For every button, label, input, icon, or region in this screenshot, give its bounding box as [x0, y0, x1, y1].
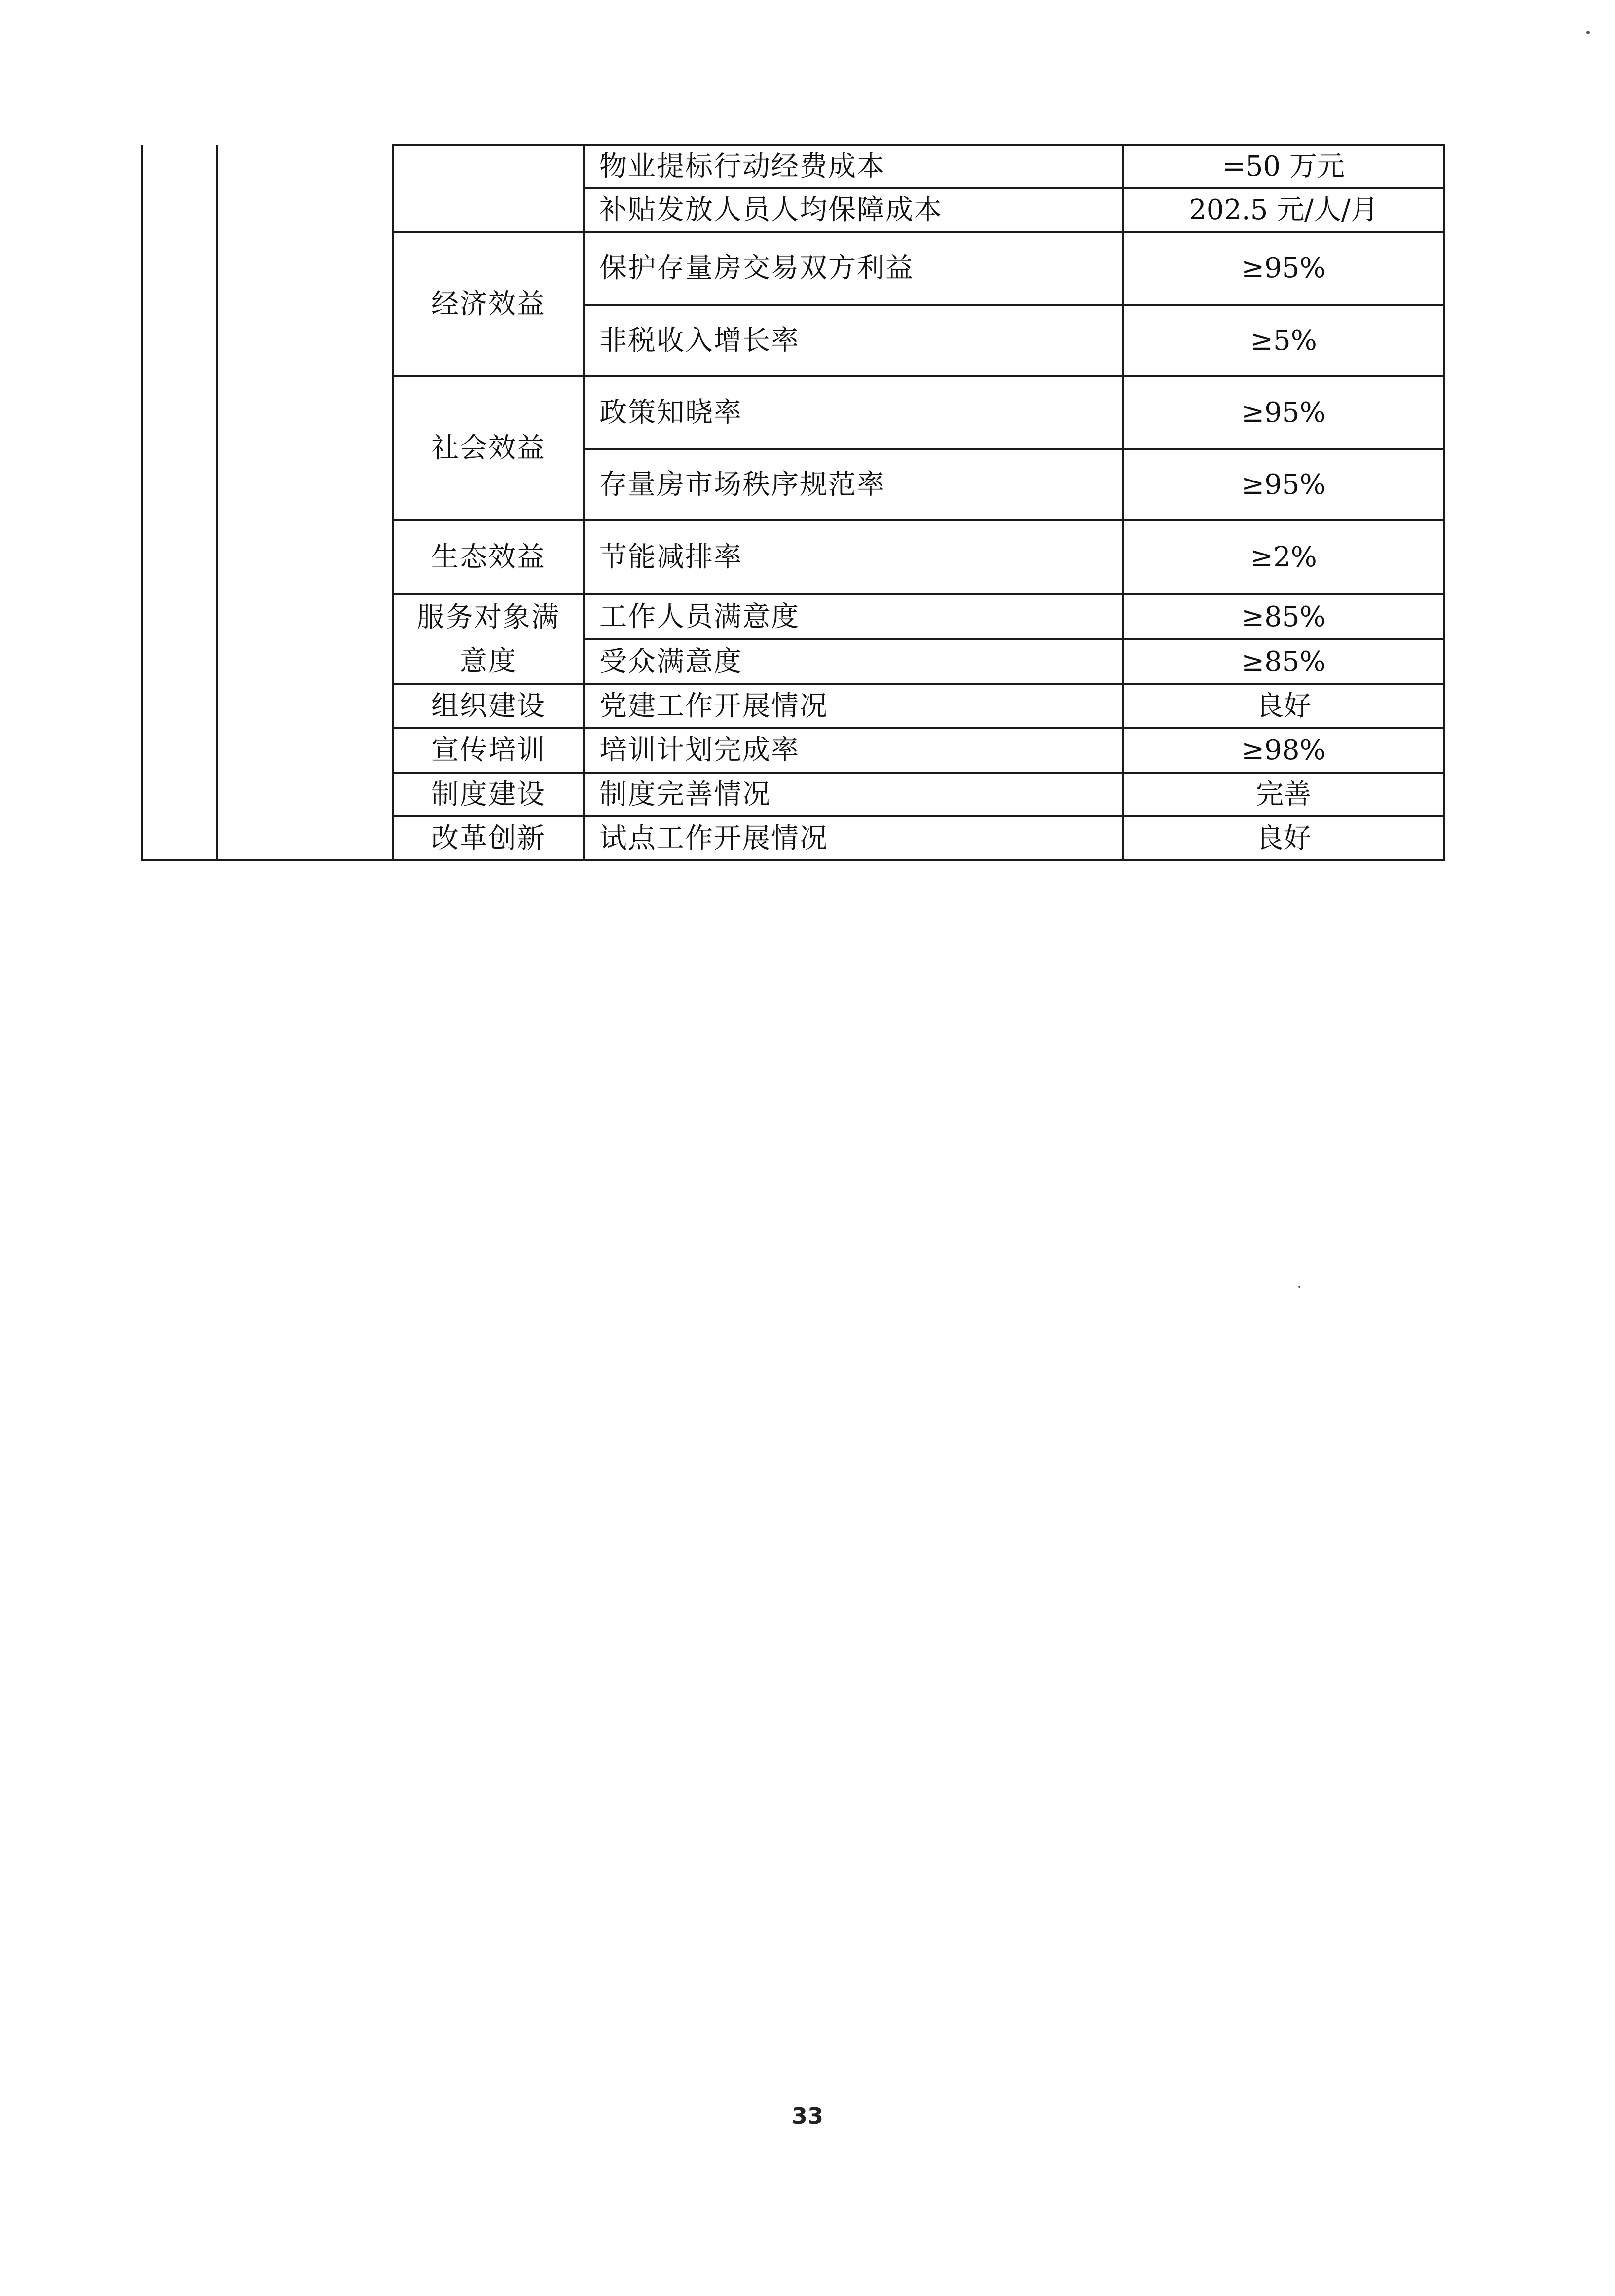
indicator-cell: 试点工作开展情况 [584, 816, 1123, 860]
indicator-cell: 党建工作开展情况 [584, 684, 1123, 728]
indicator-cell: 存量房市场秩序规范率 [584, 449, 1123, 520]
indicator-cell: 制度完善情况 [584, 773, 1123, 816]
value-cell: 202.5 元/人/月 [1123, 188, 1444, 232]
page-number: 33 [791, 2103, 823, 2129]
category-label: 服务对象满意度 [417, 601, 560, 677]
indicator-cell: 培训计划完成率 [584, 728, 1123, 773]
value-cell: ≥95% [1123, 232, 1444, 305]
value-cell: ≥95% [1123, 449, 1444, 520]
indicator-cell: 节能减排率 [584, 520, 1123, 594]
indicator-table [141, 144, 1445, 861]
indicator-cell: 保护存量房交易双方利益 [584, 232, 1123, 305]
indicator-cell: 政策知晓率 [584, 376, 1123, 449]
category-cell: 社会效益 [393, 376, 584, 520]
value-cell: ≥2% [1123, 520, 1444, 594]
category-cell: 生态效益 [393, 520, 584, 594]
value-cell: ≥85% [1123, 594, 1444, 639]
category-cell: 制度建设 [393, 773, 584, 816]
value-cell: ≥5% [1123, 305, 1444, 376]
indicator-cell: 工作人员满意度 [584, 594, 1123, 639]
category-cell [393, 594, 584, 684]
value-cell: =50 万元 [1123, 145, 1444, 188]
category-cell-empty [393, 145, 584, 232]
value-cell: 完善 [1123, 773, 1444, 816]
indicator-cell: 补贴发放人员人均保障成本 [584, 188, 1123, 232]
value-cell: ≥85% [1123, 639, 1444, 684]
category-cell: 改革创新 [393, 816, 584, 860]
indicator-cell: 受众满意度 [584, 639, 1123, 684]
indicator-cell: 物业提标行动经费成本 [584, 145, 1123, 188]
value-cell: ≥98% [1123, 728, 1444, 773]
value-cell: 良好 [1123, 816, 1444, 860]
indicator-cell: 非税收入增长率 [584, 305, 1123, 376]
category-cell: 宣传培训 [393, 728, 584, 773]
category-cell: 组织建设 [393, 684, 584, 728]
value-cell: 良好 [1123, 684, 1444, 728]
scan-speck-mid-right [1298, 1286, 1300, 1288]
scan-speck-top-right [1586, 31, 1590, 34]
blank-second-column [217, 145, 393, 860]
table-row [142, 145, 1444, 188]
value-cell: ≥95% [1123, 376, 1444, 449]
blank-first-column [142, 145, 217, 860]
category-cell: 经济效益 [393, 232, 584, 376]
